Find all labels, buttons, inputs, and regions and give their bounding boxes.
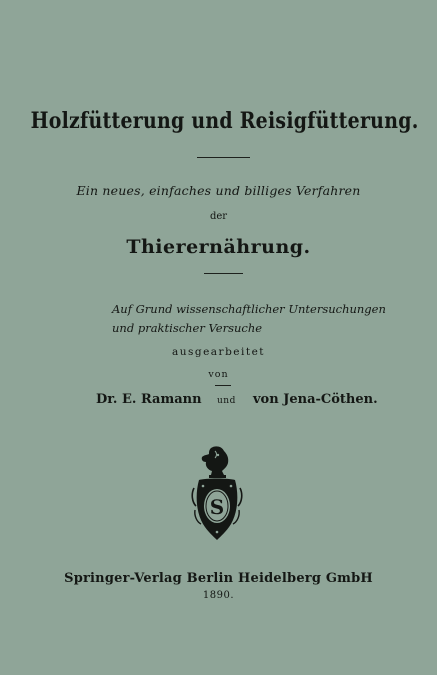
divider-rule: [197, 157, 250, 158]
author-1: Dr. E. Ramann: [96, 392, 202, 407]
author-2: von Jena-Cöthen.: [253, 392, 378, 407]
publisher: Springer-Verlag Berlin Heidelberg GmbH: [64, 571, 373, 586]
connector-text: der: [209, 211, 228, 222]
basis-line-1: Auf Grund wissenschaftlicher Untersuchungen: [112, 302, 386, 316]
logo-letter: S: [209, 495, 225, 519]
publication-year: 1890.: [202, 590, 235, 601]
springer-horse-logo-icon: [191, 444, 243, 544]
book-subtitle: Ein neues, einfaches und billiges Verfahren: [76, 183, 361, 198]
and-text: und: [217, 396, 236, 406]
divider-rule: [215, 385, 231, 386]
by-text: von: [208, 369, 229, 380]
book-title: Holzfütterung und Reisigfütterung.: [30, 108, 419, 134]
elaborated-text: ausgearbeitet: [171, 346, 266, 358]
divider-rule: [204, 273, 243, 274]
book-subject: Thierernährung.: [126, 236, 311, 258]
basis-line-2: und praktischer Versuche: [112, 321, 263, 335]
